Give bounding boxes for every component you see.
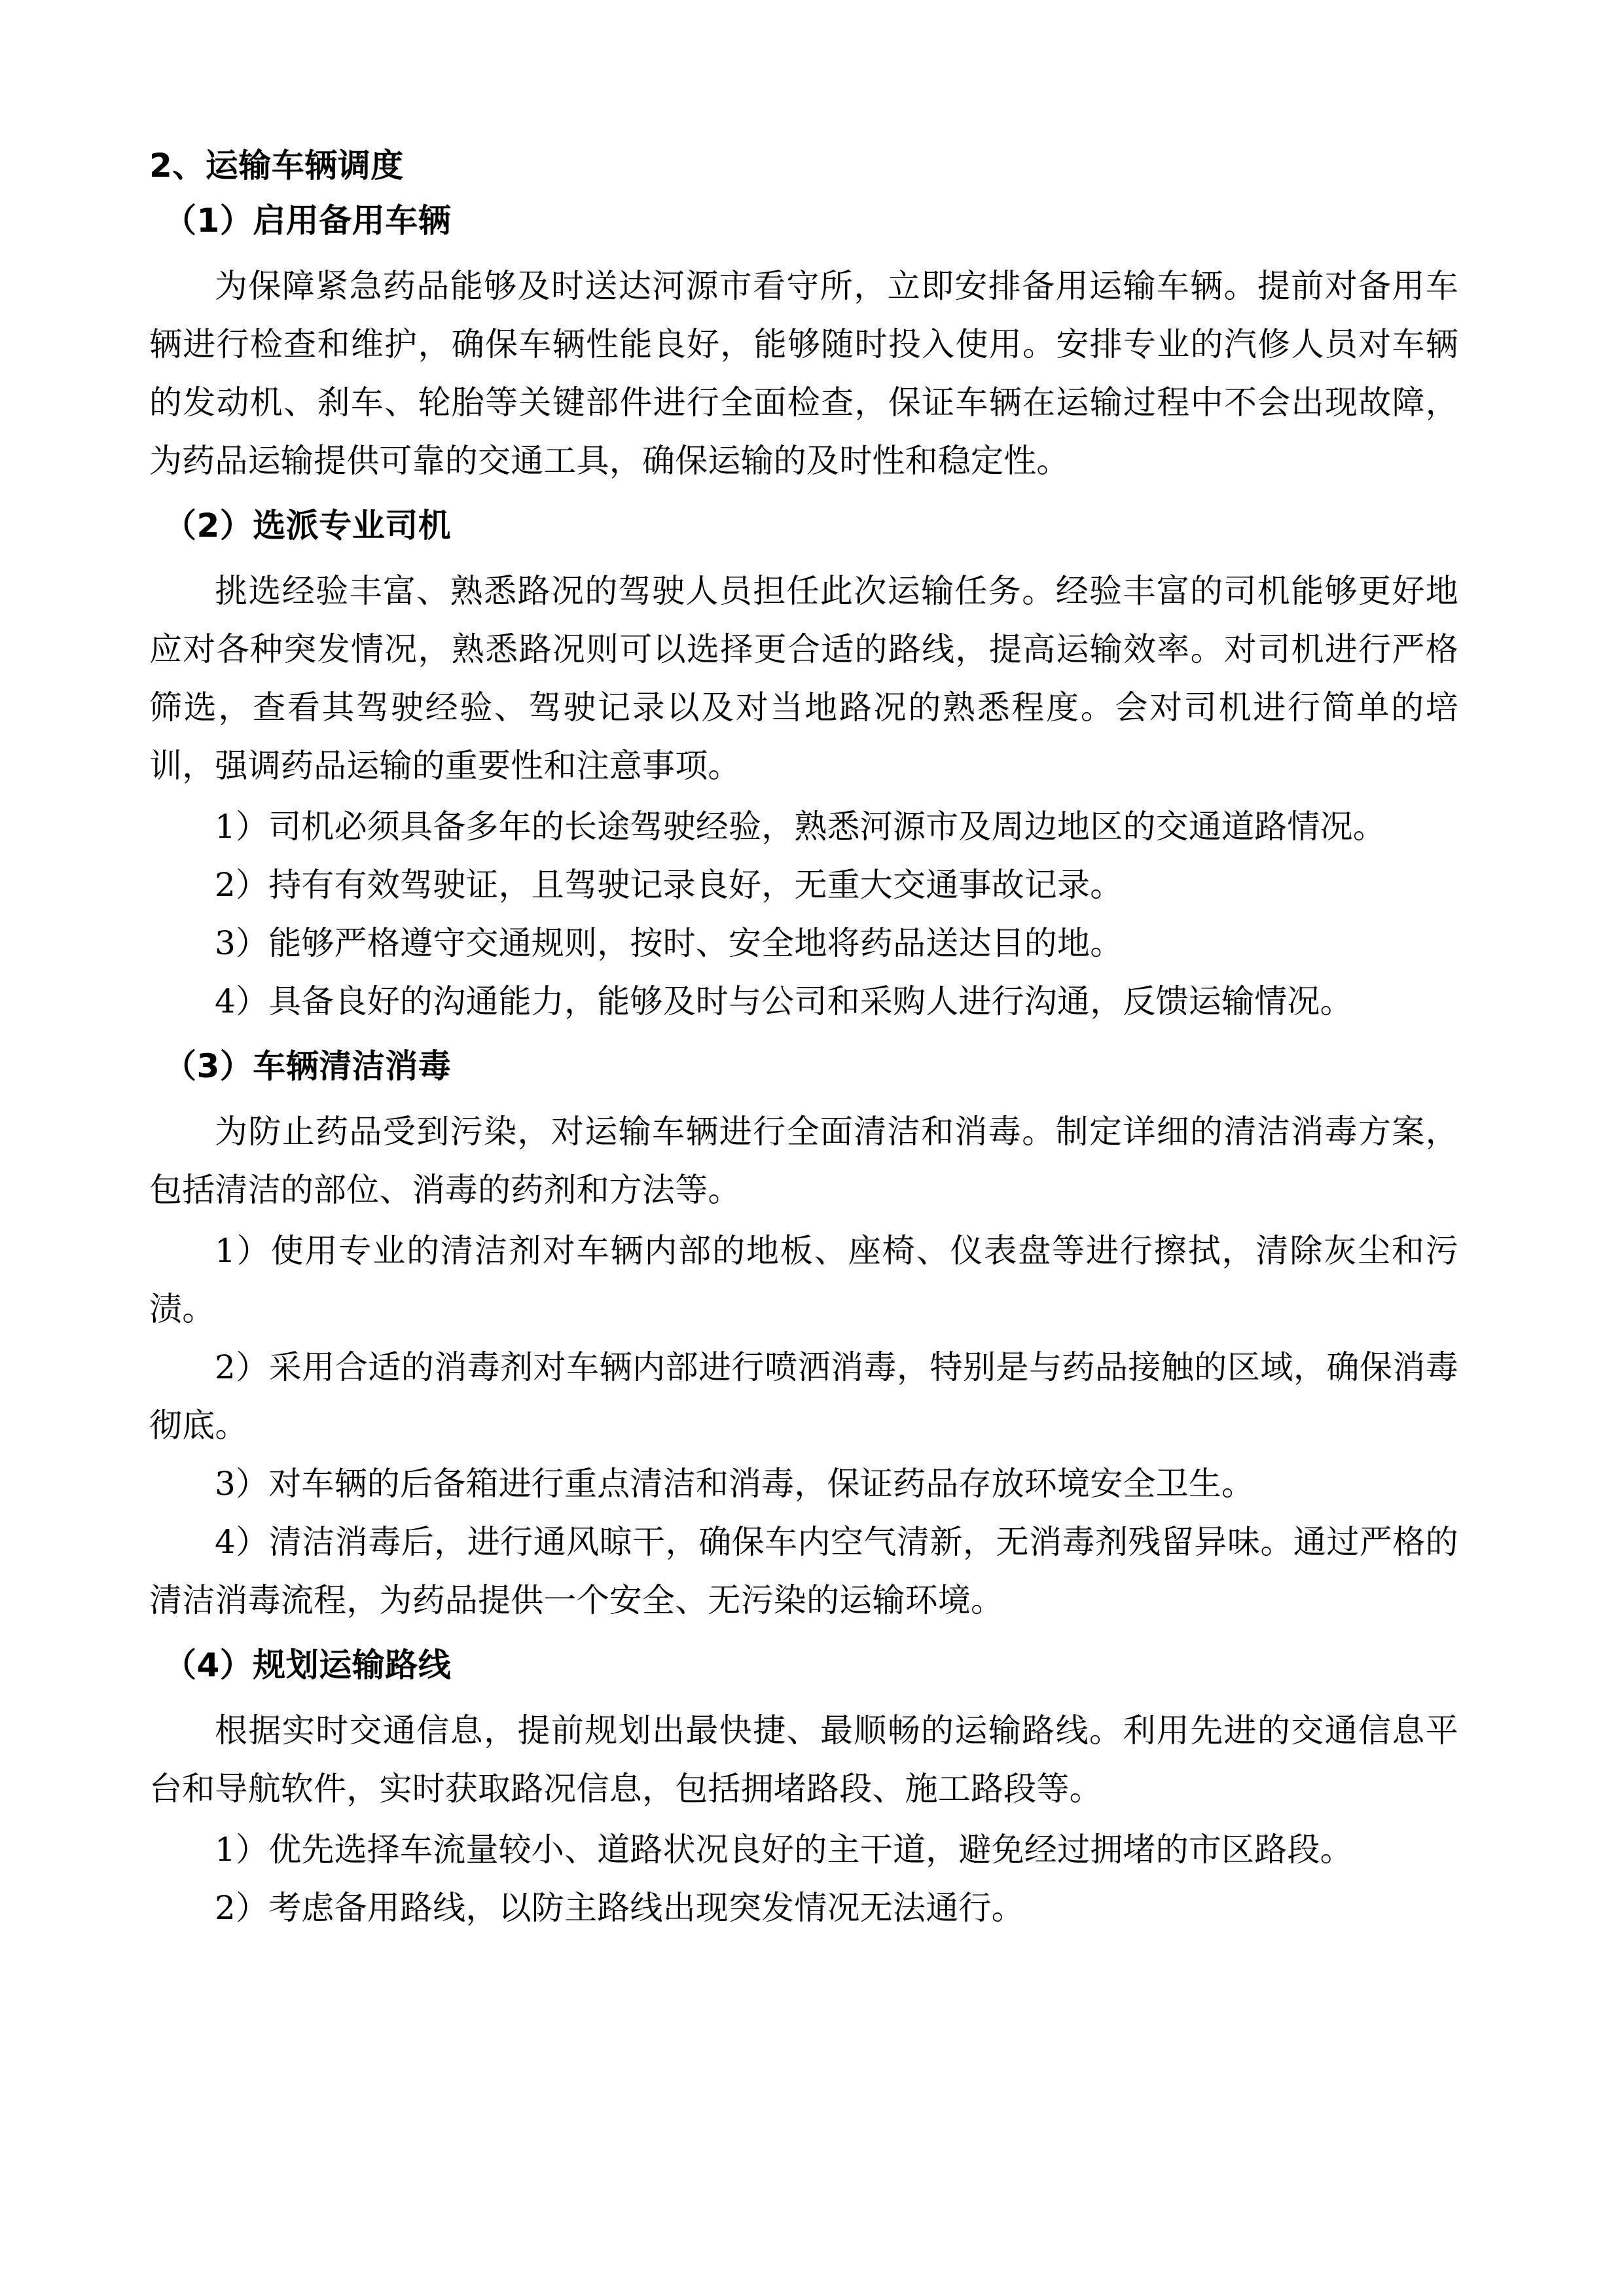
list-item: 3）对车辆的后备箱进行重点清洁和消毒，保证药品存放环境安全卫生。 — [215, 1465, 1255, 1503]
section-heading: 2、运输车辆调度 — [149, 147, 404, 185]
list-item: 3）能够严格遵守交通规则，按时、安全地将药品送达目的地。 — [215, 924, 1123, 962]
list-item: 2）采用合适的消毒剂对车辆内部进行喷洒消毒，特别是与药品接触的区域，确保消毒彻底。 — [149, 1348, 1458, 1444]
list-item: 1）使用专业的清洁剂对车辆内部的地板、座椅、仪表盘等进行擦拭，清除灰尘和污渍。 — [149, 1232, 1458, 1328]
list-item: 1）司机必须具备多年的长途驾驶经验，熟悉河源市及周边地区的交通道路情况。 — [215, 808, 1386, 846]
subsection-heading-1: （1）启用备用车辆 — [164, 202, 452, 240]
list-item: 4）清洁消毒后，进行通风晾干，确保车内空气清新，无消毒剂残留异味。通过严格的清洁消毒流程，为药品提供一个安全、无污染的运输环境。 — [149, 1523, 1458, 1619]
paragraph: 为防止药品受到污染，对运输车辆进行全面清洁和消毒。制定详细的清洁消毒方案，包括清洁的部位、消毒的药剂和方法等。 — [149, 1113, 1458, 1209]
paragraph: 为保障紧急药品能够及时送达河源市看守所，立即安排备用运输车辆。提前对备用车辆进行检查和维护，确保车辆性能良好，能够随时投入使用。安排专业的汽修人员对车辆的发动机、刹车、轮胎等关键部件进行全面检查，保证车辆在运输过程中不会出现故障，为药品运输提供可靠的交通工具，确保运输的及时性和稳定性。 — [149, 267, 1458, 480]
list-item: 4）具备良好的沟通能力，能够及时与公司和采购人进行沟通，反馈运输情况。 — [215, 982, 1353, 1020]
subsection-heading-3: （3）车辆清洁消毒 — [164, 1047, 452, 1085]
paragraph: 根据实时交通信息，提前规划出最快捷、最顺畅的运输路线。利用先进的交通信息平台和导航软件，实时获取路况信息，包括拥堵路段、施工路段等。 — [149, 1712, 1458, 1808]
list-item: 1）优先选择车流量较小、道路状况良好的主干道，避免经过拥堵的市区路段。 — [215, 1831, 1353, 1869]
paragraph: 挑选经验丰富、熟悉路况的驾驶人员担任此次运输任务。经验丰富的司机能够更好地应对各种突发情况，熟悉路况则可以选择更合适的路线，提高运输效率。对司机进行严格筛选，查看其驾驶经验、驾驶记录以及对当地路况的熟悉程度。会对司机进行简单的培训，强调药品运输的重要性和注意事项。 — [149, 572, 1458, 785]
subsection-heading-2: （2）选派专业司机 — [164, 507, 452, 545]
list-item: 2）考虑备用路线，以防主路线出现突发情况无法通行。 — [215, 1889, 1024, 1927]
document-body — [149, 147, 1458, 1937]
list-item: 2）持有有效驾驶证，且驾驶记录良好，无重大交通事故记录。 — [215, 866, 1123, 904]
subsection-heading-4: （4）规划运输路线 — [164, 1646, 452, 1684]
